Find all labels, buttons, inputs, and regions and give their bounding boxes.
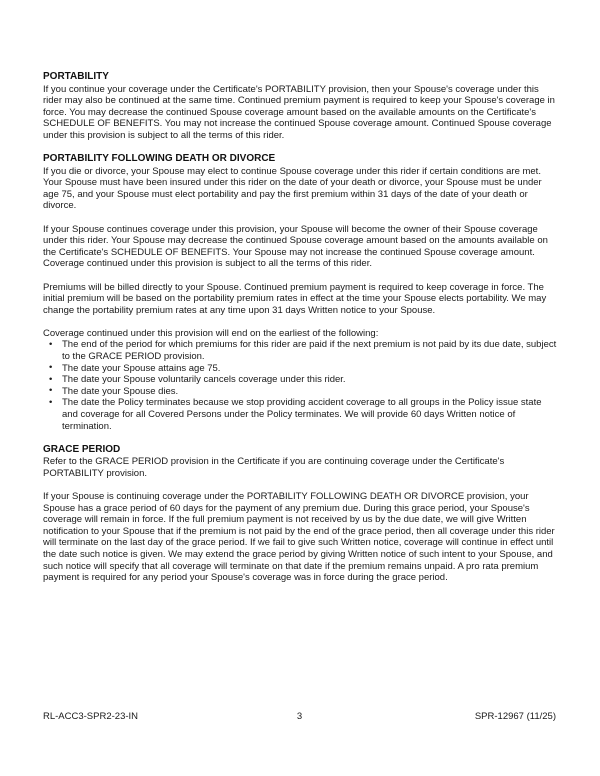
paragraph: If you continue your coverage under the Certificate's PORTABILITY provision, then your Spouse's coverage under this rider may also be continued at the same time. Continued premium payment is required to keep your Spouse's coverage in force. You may decrease the continued Spouse coverage amount based on the available amounts on the Certificate's SCHEDULE OF BENEFITS. You may not increase the continued Spouse coverage amount. Continued Spouse coverage under this provision is subject to all the terms of this rider. [43, 83, 555, 141]
bullet-text: The date your Spouse dies. [62, 385, 179, 397]
paragraph: Refer to the GRACE PERIOD provision in the Certificate if you are continuing coverage under the Certificate's PORTABILITY provision. [43, 456, 505, 479]
section-heading-portability: PORTABILITY [43, 71, 109, 82]
page-footer [43, 711, 556, 723]
paragraph: Premiums will be billed directly to your Spouse. Continued premium payment is required to keep coverage in force. The initial premium will be based on the portability premium rates in effect at the time your Spouse elects portability. We may change the portability premium rates at any time upon 31 days Written notice to your Spouse. [43, 281, 547, 316]
bullet-icon: • [49, 362, 53, 374]
bullet-text: The end of the period for which premiums for this rider are paid if the next premium is not paid by its due date, subject to the GRACE PERIOD provision. [62, 339, 557, 363]
bullet-text: The date the Policy terminates because we stop providing accident coverage to all groups in the Policy issue state and coverage for all Covered Persons under the Policy terminates. We will provide 60 days Written notice of termination. [62, 397, 542, 432]
paragraph: If your Spouse continues coverage under this provision, your Spouse will become the owner of their Spouse coverage under this rider. Your Spouse may decrease the continued Spouse coverage amount based on the amounts available on the Certificate's SCHEDULE OF BENEFITS. Your Spouse may not increase the continued Spouse coverage amount. Coverage continued under this provision is subject to all the terms of this rider. [43, 223, 548, 270]
bullet-item [43, 386, 558, 398]
bullet-text: The date your Spouse attains age 75. [62, 362, 221, 374]
section-heading-portability-death-divorce: PORTABILITY FOLLOWING DEATH OR DIVORCE [43, 153, 276, 165]
bullet-item [43, 397, 558, 432]
bullet-item [43, 374, 558, 386]
termination-conditions-list [43, 339, 558, 432]
bullet-item [43, 339, 558, 362]
paragraph-list-intro: Coverage continued under this provision will end on the earliest of the following: [43, 327, 379, 339]
footer-form-number: RL-ACC3-SPR2-23-IN [43, 711, 139, 722]
bullet-text: The date your Spouse voluntarily cancels coverage under this rider. [62, 374, 346, 386]
document-content [43, 71, 558, 595]
bullet-icon: • [49, 338, 53, 350]
bullet-icon: • [49, 373, 53, 385]
bullet-icon: • [49, 396, 53, 408]
bullet-item [43, 363, 558, 375]
paragraph: If your Spouse is continuing coverage under the PORTABILITY FOLLOWING DEATH OR DIVORCE provision, your Spouse has a grace period of 60 days for the payment of any premium due. During this grace period, your Spouse's coverage will remain in force. If the full premium payment is not received by us by the due date, we will give Written notification to your Spouse that if the premium is not paid by the end of the grace period, then all coverage under this rider will terminate on the last day of the grace period. If we fail to give such Written notice, coverage will continue in effect until the date such notice is given. We may extend the grace period by giving Written notice of such intent to your Spouse, and such notice will specify that all coverage will terminate on that date if the premium remains unpaid. A pro rata premium payment is required for any period your Spouse's coverage was in force during the grace period. [43, 491, 555, 584]
page-number: 3 [296, 711, 303, 722]
section-portability-death-divorce [43, 153, 558, 432]
paragraph: If you die or divorce, your Spouse may elect to continue Spouse coverage under this rider if certain conditions are met. Your Spouse must have been insured under this rider on the date of your death or divorce, your Spouse must be under age 75, and your Spouse must elect portability and pay the first premium within 31 days of the date of your death or divorce. [43, 165, 542, 212]
footer-document-code: SPR-12967 (11/25) [474, 711, 556, 722]
section-portability [43, 71, 558, 141]
bullet-icon: • [49, 385, 53, 397]
section-grace-period [43, 444, 558, 584]
section-heading-grace-period: GRACE PERIOD [43, 443, 121, 455]
